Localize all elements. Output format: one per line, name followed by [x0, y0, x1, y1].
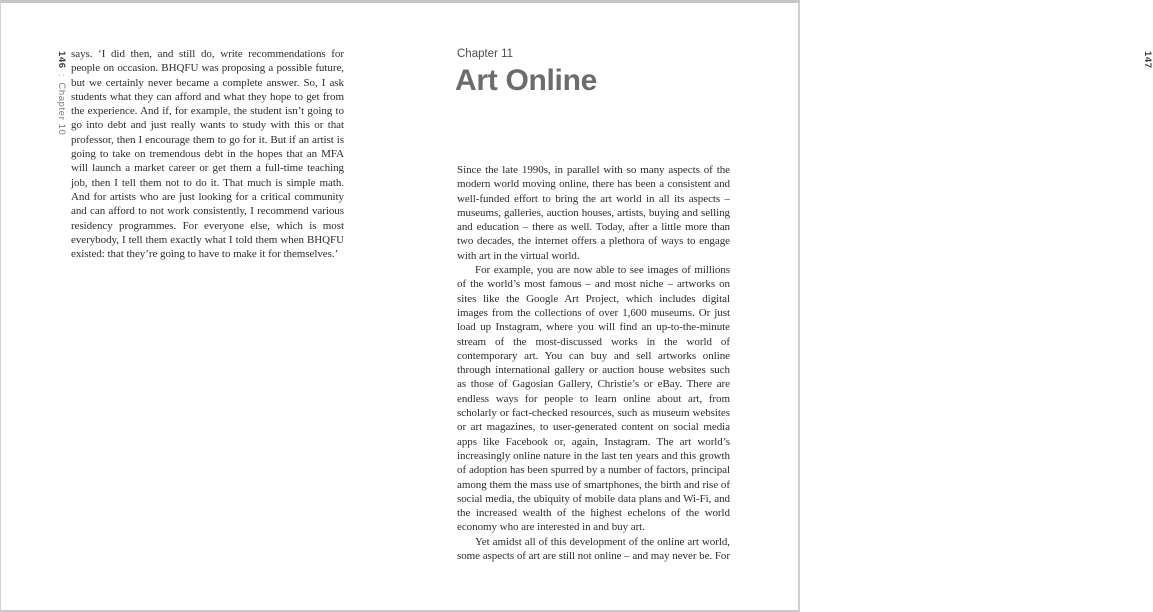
body-paragraph: For example, you are now able to see images of millions of the world’s most famous – and most niche – artworks on sites like the Google Art Project, which includes digital images from the collections of over 1,600 museums. Or just load up Instagram, where you will find an up-to-the-minute stream of the most-discussed works in the world of contemporary art. You can buy and sell artworks online through international gallery or auction house websites such as those of Gagosian Gallery, Christie’s or eBay. There are endless ways for people to learn online about art, from scholarly or fact-checked resources, such as museum websites or art magazines, to user-generated content on social media apps like Facebook or, again, Instagram. The art world’s increasingly online nature in the last ten years and this growth of adoption has been spurred by a number of factors, principal among them the mass use of smartphones, the birth and rise of social media, the ubiquity of mobile data plans and Wi-Fi, and the increased wealth of the highest echelons of the world economy who are interested in and buy art. [457, 264, 730, 534]
chapter-number-label: Chapter 11 [457, 48, 514, 60]
chapter-title: Art Online [455, 64, 598, 97]
body-paragraph: Since the late 1990s, in parallel with so many aspects of the modern world moving online, there has been a consistent and well-funded effort to bring the art world in all its aspects – museums, galleries, auction houses, artists, buying and selling and education – there as well. Today, after a little more than two decades, the internet offers a plethora of ways to engage with art in the virtual world. [457, 164, 730, 262]
left-page-margin-header [56, 51, 67, 135]
right-page-body [457, 163, 730, 563]
right-page [401, 3, 1153, 610]
body-paragraph: says. ‘I did then, and still do, write recommendations for people on occasion. BHQFU was proposing a possible future, but we certainly never became a complete answer. So, I ask students what they can afford and what they hope to get from the experience. And if, for example, the student isn’t going to go into debt and just really wants to study with this or that professor, then I encourage them to go for it. But if an artist is going to take on tremendous debt in the hopes that an MFA will launch a market career or get them a full-time teaching job, then I tell them not to do it. That much is simple math. And for artists who are just looking for a critical community and can afford to not work consistently, I recommend various residency programmes. For everyone else, which is most everybody, I tell them exactly what I told them when BHQFU existed: that they’re going to have to make it for themselves.’ [71, 48, 344, 261]
left-folio-number: 146 [56, 51, 67, 69]
right-folio-number: 147 [1142, 51, 1153, 69]
left-running-header: Chapter 10 [56, 82, 67, 136]
right-page-margin-header [1142, 51, 1153, 69]
left-page [1, 3, 401, 610]
body-paragraph: Yet amidst all of this development of the online art world, some aspects of art are still not online – and may never be. For [457, 535, 730, 563]
folio-separator: : [56, 70, 67, 81]
left-page-body [71, 47, 344, 261]
